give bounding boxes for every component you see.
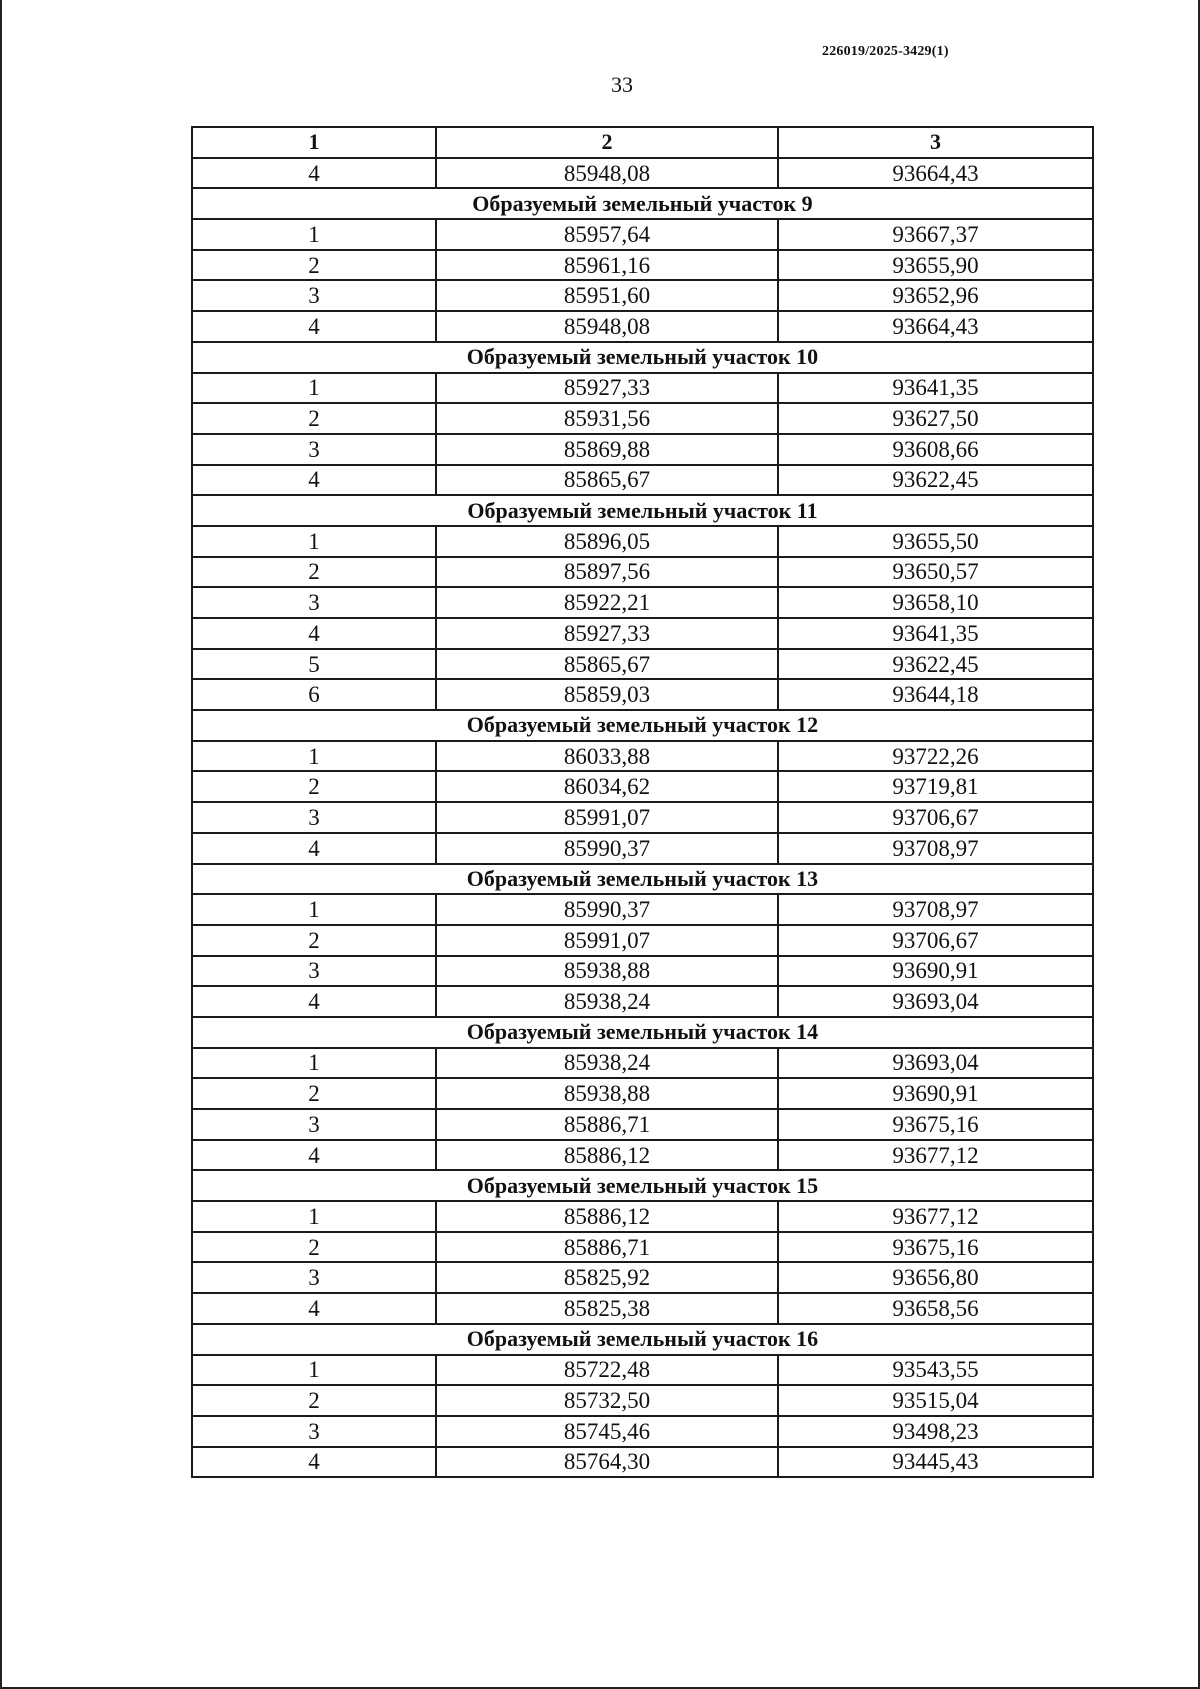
page-number: 33 <box>611 72 633 97</box>
point-number-cell: 3 <box>192 956 436 987</box>
point-number-cell: 1 <box>192 526 436 557</box>
x-coordinate-cell: 85869,88 <box>436 434 778 465</box>
point-number-cell: 2 <box>192 925 436 956</box>
point-number-cell: 6 <box>192 679 436 710</box>
table-row <box>192 1232 1093 1263</box>
table-row <box>192 894 1093 925</box>
y-coordinate-cell: 93722,26 <box>778 741 1093 772</box>
table-row <box>192 1355 1093 1386</box>
x-coordinate-cell: 85938,24 <box>436 986 778 1017</box>
table-row <box>192 465 1093 496</box>
point-number-cell: 3 <box>192 802 436 833</box>
point-number-cell: 4 <box>192 986 436 1017</box>
point-number-cell: 1 <box>192 219 436 250</box>
y-coordinate-cell: 93498,23 <box>778 1416 1093 1447</box>
section-title-row <box>192 864 1093 895</box>
table-row <box>192 771 1093 802</box>
point-number-cell: 1 <box>192 1201 436 1232</box>
y-coordinate-cell: 93644,18 <box>778 679 1093 710</box>
x-coordinate-cell: 85745,46 <box>436 1416 778 1447</box>
x-coordinate-cell: 85938,88 <box>436 956 778 987</box>
x-coordinate-cell: 85927,33 <box>436 373 778 404</box>
table-row <box>192 1140 1093 1171</box>
table-row <box>192 557 1093 588</box>
table-row <box>192 280 1093 311</box>
y-coordinate-cell: 93708,97 <box>778 894 1093 925</box>
y-coordinate-cell: 93655,50 <box>778 526 1093 557</box>
table-row <box>192 311 1093 342</box>
section-title-row <box>192 1017 1093 1048</box>
x-coordinate-cell: 85896,05 <box>436 526 778 557</box>
x-coordinate-cell: 85897,56 <box>436 557 778 588</box>
y-coordinate-cell: 93641,35 <box>778 618 1093 649</box>
point-number-cell: 3 <box>192 587 436 618</box>
x-coordinate-cell: 86033,88 <box>436 741 778 772</box>
point-number-cell: 3 <box>192 280 436 311</box>
point-number-cell: 4 <box>192 833 436 864</box>
section-title: Образуемый земельный участок 14 <box>192 1017 1093 1048</box>
point-number-cell: 4 <box>192 1447 436 1478</box>
table-row <box>192 649 1093 680</box>
x-coordinate-cell: 85948,08 <box>436 311 778 342</box>
x-coordinate-cell: 85938,24 <box>436 1048 778 1079</box>
point-number-cell: 1 <box>192 894 436 925</box>
point-number-cell: 3 <box>192 434 436 465</box>
x-coordinate-cell: 85991,07 <box>436 802 778 833</box>
x-coordinate-cell: 85825,92 <box>436 1262 778 1293</box>
point-number-cell: 4 <box>192 311 436 342</box>
section-title-row <box>192 1324 1093 1355</box>
y-coordinate-cell: 93658,56 <box>778 1293 1093 1324</box>
point-number-cell: 1 <box>192 373 436 404</box>
table-row <box>192 1416 1093 1447</box>
table-row <box>192 833 1093 864</box>
x-coordinate-cell: 85991,07 <box>436 925 778 956</box>
table-row <box>192 526 1093 557</box>
section-title-row <box>192 1170 1093 1201</box>
section-title: Образуемый земельный участок 16 <box>192 1324 1093 1355</box>
x-coordinate-cell: 85886,12 <box>436 1201 778 1232</box>
table-row <box>192 1078 1093 1109</box>
y-coordinate-cell: 93658,10 <box>778 587 1093 618</box>
coordinates-table <box>191 126 1094 1478</box>
x-coordinate-cell: 85931,56 <box>436 403 778 434</box>
table-row <box>192 373 1093 404</box>
y-coordinate-cell: 93675,16 <box>778 1109 1093 1140</box>
y-coordinate-cell: 93693,04 <box>778 986 1093 1017</box>
x-coordinate-cell: 85886,71 <box>436 1232 778 1263</box>
x-coordinate-cell: 85990,37 <box>436 833 778 864</box>
section-title: Образуемый земельный участок 10 <box>192 342 1093 373</box>
table-row <box>192 986 1093 1017</box>
section-title: Образуемый земельный участок 9 <box>192 188 1093 219</box>
table-row <box>192 434 1093 465</box>
y-coordinate-cell: 93690,91 <box>778 956 1093 987</box>
y-coordinate-cell: 93690,91 <box>778 1078 1093 1109</box>
y-coordinate-cell: 93515,04 <box>778 1385 1093 1416</box>
point-number-cell: 2 <box>192 403 436 434</box>
table-row <box>192 250 1093 281</box>
table-row <box>192 403 1093 434</box>
y-coordinate-cell: 93708,97 <box>778 833 1093 864</box>
point-number-cell: 3 <box>192 1109 436 1140</box>
y-coordinate-cell: 93677,12 <box>778 1201 1093 1232</box>
x-coordinate-cell: 85938,88 <box>436 1078 778 1109</box>
y-coordinate-cell: 93622,45 <box>778 649 1093 680</box>
y-coordinate-cell: 93652,96 <box>778 280 1093 311</box>
table-row <box>192 158 1093 189</box>
point-number-cell: 4 <box>192 158 436 189</box>
x-coordinate-cell: 86034,62 <box>436 771 778 802</box>
point-number-cell: 3 <box>192 1262 436 1293</box>
x-coordinate-cell: 85859,03 <box>436 679 778 710</box>
x-coordinate-cell: 85865,67 <box>436 465 778 496</box>
section-title-row <box>192 495 1093 526</box>
y-coordinate-cell: 93706,67 <box>778 925 1093 956</box>
table-row <box>192 741 1093 772</box>
table-row <box>192 587 1093 618</box>
table-row <box>192 1385 1093 1416</box>
table-row <box>192 802 1093 833</box>
point-number-cell: 4 <box>192 1293 436 1324</box>
point-number-cell: 5 <box>192 649 436 680</box>
point-number-cell: 2 <box>192 1385 436 1416</box>
x-coordinate-cell: 85886,71 <box>436 1109 778 1140</box>
y-coordinate-cell: 93706,67 <box>778 802 1093 833</box>
y-coordinate-cell: 93656,80 <box>778 1262 1093 1293</box>
section-title: Образуемый земельный участок 15 <box>192 1170 1093 1201</box>
x-coordinate-cell: 85922,21 <box>436 587 778 618</box>
point-number-cell: 4 <box>192 465 436 496</box>
point-number-cell: 4 <box>192 1140 436 1171</box>
table-row <box>192 1109 1093 1140</box>
point-number-cell: 2 <box>192 250 436 281</box>
point-number-cell: 2 <box>192 557 436 588</box>
y-coordinate-cell: 93675,16 <box>778 1232 1093 1263</box>
y-coordinate-cell: 93677,12 <box>778 1140 1093 1171</box>
y-coordinate-cell: 93693,04 <box>778 1048 1093 1079</box>
y-coordinate-cell: 93650,57 <box>778 557 1093 588</box>
x-coordinate-cell: 85957,64 <box>436 219 778 250</box>
table-header-row <box>192 127 1093 158</box>
header-cell-x: 2 <box>436 127 778 158</box>
x-coordinate-cell: 85951,60 <box>436 280 778 311</box>
point-number-cell: 1 <box>192 1355 436 1386</box>
point-number-cell: 4 <box>192 618 436 649</box>
section-title: Образуемый земельный участок 12 <box>192 710 1093 741</box>
y-coordinate-cell: 93667,37 <box>778 219 1093 250</box>
x-coordinate-cell: 85722,48 <box>436 1355 778 1386</box>
table-row <box>192 956 1093 987</box>
x-coordinate-cell: 85865,67 <box>436 649 778 680</box>
y-coordinate-cell: 93641,35 <box>778 373 1093 404</box>
header-cell-y: 3 <box>778 127 1093 158</box>
point-number-cell: 2 <box>192 771 436 802</box>
y-coordinate-cell: 93608,66 <box>778 434 1093 465</box>
section-title-row <box>192 710 1093 741</box>
table-row <box>192 219 1093 250</box>
section-title: Образуемый земельный участок 13 <box>192 864 1093 895</box>
x-coordinate-cell: 85990,37 <box>436 894 778 925</box>
x-coordinate-cell: 85764,30 <box>436 1447 778 1478</box>
y-coordinate-cell: 93445,43 <box>778 1447 1093 1478</box>
point-number-cell: 1 <box>192 741 436 772</box>
x-coordinate-cell: 85927,33 <box>436 618 778 649</box>
y-coordinate-cell: 93719,81 <box>778 771 1093 802</box>
point-number-cell: 3 <box>192 1416 436 1447</box>
y-coordinate-cell: 93664,43 <box>778 311 1093 342</box>
table-row <box>192 618 1093 649</box>
y-coordinate-cell: 93655,90 <box>778 250 1093 281</box>
y-coordinate-cell: 93664,43 <box>778 158 1093 189</box>
table-row <box>192 1262 1093 1293</box>
table-row <box>192 1447 1093 1478</box>
section-title-row <box>192 188 1093 219</box>
table-row <box>192 1048 1093 1079</box>
point-number-cell: 2 <box>192 1078 436 1109</box>
y-coordinate-cell: 93622,45 <box>778 465 1093 496</box>
document-reference-number: 226019/2025-3429(1) <box>822 44 949 59</box>
header-cell-point: 1 <box>192 127 436 158</box>
x-coordinate-cell: 85732,50 <box>436 1385 778 1416</box>
table-row <box>192 925 1093 956</box>
x-coordinate-cell: 85825,38 <box>436 1293 778 1324</box>
section-title-row <box>192 342 1093 373</box>
table-row <box>192 1201 1093 1232</box>
section-title: Образуемый земельный участок 11 <box>192 495 1093 526</box>
x-coordinate-cell: 85948,08 <box>436 158 778 189</box>
y-coordinate-cell: 93627,50 <box>778 403 1093 434</box>
table-row <box>192 679 1093 710</box>
point-number-cell: 2 <box>192 1232 436 1263</box>
coordinates-table-body <box>192 127 1093 1477</box>
x-coordinate-cell: 85961,16 <box>436 250 778 281</box>
x-coordinate-cell: 85886,12 <box>436 1140 778 1171</box>
table-row <box>192 1293 1093 1324</box>
point-number-cell: 1 <box>192 1048 436 1079</box>
y-coordinate-cell: 93543,55 <box>778 1355 1093 1386</box>
